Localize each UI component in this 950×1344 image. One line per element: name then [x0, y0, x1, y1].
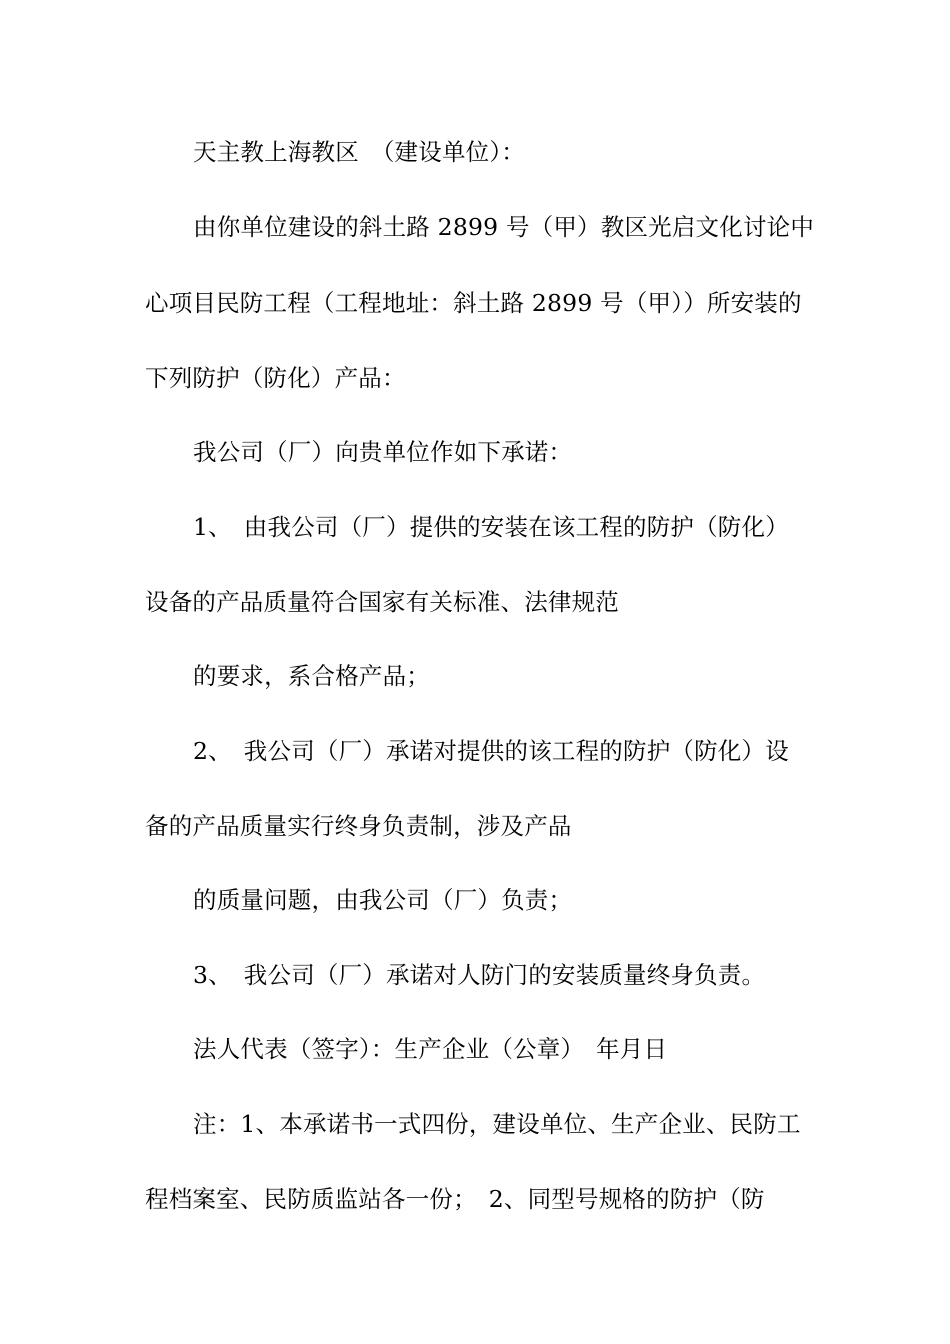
paragraph-line: 设备的产品质量符合国家有关标准、法律规范	[145, 588, 619, 616]
paragraph-line: 下列防护（防化）产品：	[145, 364, 406, 392]
paragraph-line: 由你单位建设的斜土路 2899 号（甲）教区光启文化讨论中	[193, 213, 815, 241]
signature-line: 法人代表（签字）：生产企业（公章） 年月日	[193, 1035, 668, 1063]
promise-item-3: 3、 我公司（厂）承诺对人防门的安装质量终身负责。	[193, 961, 766, 989]
addressee-line: 天主教上海教区 （建设单位）：	[193, 138, 525, 166]
note-line: 程档案室、民防质监站各一份； 2、同型号规格的防护（防	[145, 1185, 765, 1213]
paragraph-line: 的要求，系合格产品；	[193, 662, 430, 690]
note-line: 注：1、本承诺书一式四份，建设单位、生产企业、民防工	[193, 1110, 801, 1138]
promise-item-1: 1、 由我公司（厂）提供的安装在该工程的防护（防化）	[193, 513, 789, 541]
paragraph-line: 备的产品质量实行终身负责制，涉及产品	[145, 812, 572, 840]
paragraph-line: 心项目民防工程（工程地址：斜土路 2899 号（甲））所安装的	[145, 289, 802, 317]
paragraph-line: 的质量问题，由我公司（厂）负责；	[193, 886, 573, 914]
promise-item-2: 2、 我公司（厂）承诺对提供的该工程的防护（防化）设	[193, 737, 789, 765]
paragraph-line: 我公司（厂）向贵单位作如下承诺：	[193, 438, 573, 466]
